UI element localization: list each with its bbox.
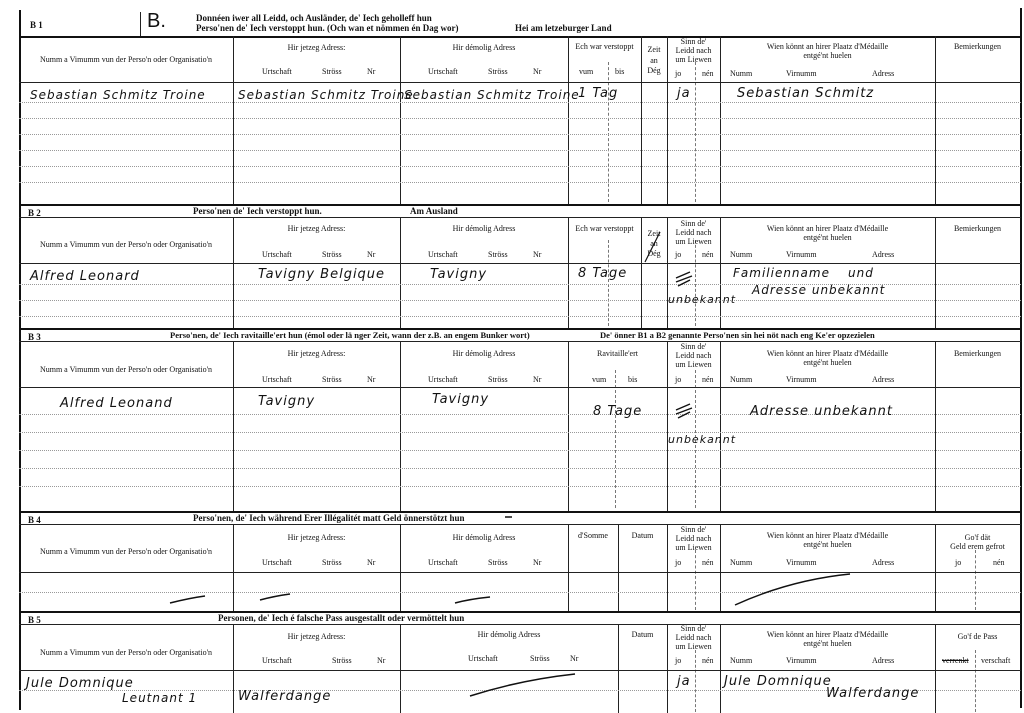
col-jo: jo [675,250,682,259]
col-zeit: Zeit [647,45,661,54]
col-virnumm: Virnumm [786,69,817,78]
col-adress: Adress [872,69,895,78]
col-medal: Wien könnt an hirer Plaatz d'Médaille [766,349,889,358]
col-sinn: Sinn de' [680,525,707,534]
col-jo: jo [675,656,682,665]
col-nr: Nr [533,67,542,76]
col-nr: Nr [367,67,376,76]
header-line1: Donnéen iwer all Leidd, och Ausländer, de' Iech geholleff hun [196,13,432,23]
b2-name: Alfred Leonard [30,269,140,284]
col-stross: Ströss [322,558,342,567]
col-jo: jo [955,558,962,567]
col-medal: Wien könnt an hirer Plaatz d'Médaille [766,224,889,233]
b1-medal: Sebastian Schmitz [737,86,875,101]
col-current-address: Hir jetzeg Adress: [287,533,346,542]
col-name: Numm a Vimumm vun der Perso'n oder Organisatio'n [39,55,213,64]
col-current-address: Hir jetzeg Adress: [287,43,346,52]
section-label-b4: B 4 [28,515,41,525]
col-stross: Ströss [530,654,550,663]
col-nr: Nr [367,250,376,259]
col-bis: bis [615,67,625,76]
col-vum: vum [592,375,607,384]
col-nr: Nr [533,558,542,567]
col-zeit-an: an [650,239,658,248]
col-urtschaft: Urtschaft [468,654,498,663]
col-former-address: Hir démolig Adress [452,533,516,542]
b2-medal2: Adresse unbekannt [752,283,886,297]
b3-title: Perso'nen, de' Iech ravitaille'ert hun (émol oder lä nger Zeit, wann der z.B. an engem Bunker wort) [170,330,530,340]
col-name: Numm a Vimumm vun der Perso'n oder Organisatio'n [39,240,213,249]
col-datum: Datum [631,630,654,639]
col-name: Numm a Vimumm vun der Perso'n oder Organisatio'n [39,648,213,657]
col-sinn3: um Liewen [675,360,712,369]
col-hidden: Ech war verstoppt [575,42,634,51]
col-nr: Nr [377,656,386,665]
col-current-address: Hir jetzeg Adress: [287,224,346,233]
col-medal2: entgé'nt huelen [803,233,852,242]
col-stross: Ströss [322,375,342,384]
col-jo: jo [675,375,682,384]
col-sinn2: Leidd nach [675,534,712,543]
col-stross: Ströss [488,250,508,259]
b2-current: Tavigny Belgique [258,267,386,282]
col-ravitailleert: Ravitaille'ert [597,349,638,358]
col-nr: Nr [367,558,376,567]
col-urtschaft: Urtschaft [428,375,458,384]
b2-medal-und: und [848,266,874,280]
col-jo: jo [675,69,682,78]
form-letter: B. [147,10,166,32]
b1-duration: 1 Tag [578,86,619,101]
b5-medal2: Walferdange [826,686,920,701]
col-medal2: entgé'nt huelen [803,540,852,549]
col-nr: Nr [533,250,542,259]
col-virnumm: Virnumm [786,250,817,259]
col-nen: nén [702,375,714,384]
col-stross: Ströss [488,67,508,76]
b1-alive: ja [677,86,691,101]
b5-title: Personen, de' Iech é falsche Pass ausgestallt oder vermöttelt hun [218,613,465,623]
b1-former: Sebastian Schmitz Troine [404,88,580,102]
col-pass: Go'f de Pass [957,632,998,641]
col-hidden: Ech war verstoppt [575,224,634,233]
col-urtschaft: Urtschaft [262,250,292,259]
col-remarks: Bemierkungen [953,224,1002,233]
section-label-b5: B 5 [28,615,41,625]
col-virnumm: Virnumm [786,375,817,384]
section-label-b2: B 2 [28,208,41,218]
b3-former: Tavigny [432,392,490,407]
col-medal2: entgé'nt huelen [803,358,852,367]
col-bis: bis [628,375,638,384]
header-line2: Perso'nen de' Iech verstoppt hun. (Och wan et nömmen én Dag wor) [196,23,459,33]
b3-name: Alfred Leonand [60,396,173,411]
col-sinn: Sinn de' [680,219,707,228]
col-stross: Ströss [332,656,352,665]
b5-medal: Jule Domnique [724,674,832,689]
col-vum: vum [579,67,594,76]
col-medal: Wien könnt an hirer Plaatz d'Médaille [766,531,889,540]
col-sinn3: um Liewen [675,237,712,246]
col-remarks: Bemierkungen [953,42,1002,51]
section-label-b3: B 3 [28,332,41,342]
col-former-address: Hir démolig Adress [452,224,516,233]
col-pass-verschaft: verschaft [981,656,1011,665]
col-urtschaft: Urtschaft [262,67,292,76]
col-remarks: Bemierkungen [953,349,1002,358]
col-name: Numm a Vimumm vun der Perso'n oder Organisatio'n [39,547,213,556]
col-numm: Numm [730,656,753,665]
col-medal: Wien könnt an hirer Plaatz d'Médaille [766,630,889,639]
b3-current: Tavigny [258,394,316,409]
b3-medal: Adresse unbekannt [750,404,893,419]
col-sinn2: Leidd nach [675,633,712,642]
col-somme: d'Somme [578,531,608,540]
b2-medal: Familienname [733,266,830,280]
col-medal: Wien könnt an hirer Plaatz d'Médaille [766,42,889,51]
col-adress: Adress [872,558,895,567]
col-urtschaft: Urtschaft [428,250,458,259]
col-nr: Nr [367,375,376,384]
b1-name: Sebastian Schmitz Troine [30,88,206,102]
col-sinn2: Leidd nach [675,46,712,55]
col-sinn2: Leidd nach [675,228,712,237]
col-zeit: Zeit [647,229,661,238]
col-nr: Nr [570,654,579,663]
col-urtschaft: Urtschaft [262,375,292,384]
col-numm: Numm [730,375,753,384]
col-adress: Adress [872,250,895,259]
col-urtschaft: Urtschaft [428,558,458,567]
col-sinn3: um Liewen [675,55,712,64]
b5-name2: Leutnant 1 [122,691,198,705]
col-stross: Ströss [488,375,508,384]
b2-former: Tavigny [430,267,488,282]
col-urtschaft: Urtschaft [262,558,292,567]
col-numm: Numm [730,250,753,259]
col-current-address: Hir jetzeg Adress: [287,349,346,358]
col-name: Numm a Vimumm vun der Perso'n oder Organisatio'n [39,365,213,374]
col-urtschaft: Urtschaft [428,67,458,76]
col-virnumm: Virnumm [786,558,817,567]
col-numm: Numm [730,69,753,78]
b3-title2: De' önner B1 a B2 genannte Perso'nen sin hei nöt nach eng Ke'er opzezielen [600,330,875,340]
col-jo: jo [675,558,682,567]
col-virnumm: Virnumm [786,656,817,665]
col-former-address: Hir démolig Adress [477,630,541,639]
col-nen: nén [702,558,714,567]
b2-duration: 8 Tage [578,266,628,281]
col-former-address: Hir démolig Adress [452,43,516,52]
col-nen: nén [702,656,714,665]
col-adress: Adress [872,656,895,665]
col-medal2: entgé'nt huelen [803,51,852,60]
col-sinn3: um Liewen [675,543,712,552]
col-stross: Ströss [322,250,342,259]
col-medal2: entgé'nt huelen [803,639,852,648]
col-numm: Numm [730,558,753,567]
col-sinn2: Leidd nach [675,351,712,360]
b5-alive: ja [677,674,691,689]
b2-title2: Am Ausland [410,206,458,216]
col-urtschaft: Urtschaft [262,656,292,665]
b4-title: Perso'nen, de' Iech während Erer Illégalitét matt Geld önnerstötzt hun [193,513,465,523]
b2-title: Perso'nen de' Iech verstoppt hun. [193,206,322,216]
b1-current: Sebastian Schmitz Troine [238,88,414,102]
b2-alive: unbekannt [668,293,737,306]
col-zeit-an: an [650,56,658,65]
col-sinn: Sinn de' [680,624,707,633]
col-nen: nén [702,69,714,78]
header-line2b: Hei am letzeburger Land [515,23,612,33]
col-adress: Adress [872,375,895,384]
col-pass-struck: verrenkt [942,656,969,665]
col-nr: Nr [533,375,542,384]
col-former-address: Hir démolig Adress [452,349,516,358]
col-nen: nén [993,558,1005,567]
b3-duration: 8 Tage [593,404,643,419]
col-gof2: Geld erem gefrot [950,542,1005,551]
section-label-b1: B 1 [30,20,43,30]
b5-name: Jule Domnique [26,676,134,691]
col-stross: Ströss [322,67,342,76]
col-sinn3: um Liewen [675,642,712,651]
col-gof: Go'f dät [964,533,991,542]
col-datum: Datum [631,531,654,540]
col-stross: Ströss [488,558,508,567]
col-sinn: Sinn de' [680,342,707,351]
col-nen: nén [702,250,714,259]
col-zeit-deg: Dég [647,66,661,75]
b5-current: Walferdange [238,689,332,704]
col-zeit-deg: Dég [647,249,661,258]
col-sinn: Sinn de' [680,37,707,46]
col-current-address: Hir jetzeg Adress: [287,632,346,641]
b3-alive: unbekannt [668,433,737,446]
